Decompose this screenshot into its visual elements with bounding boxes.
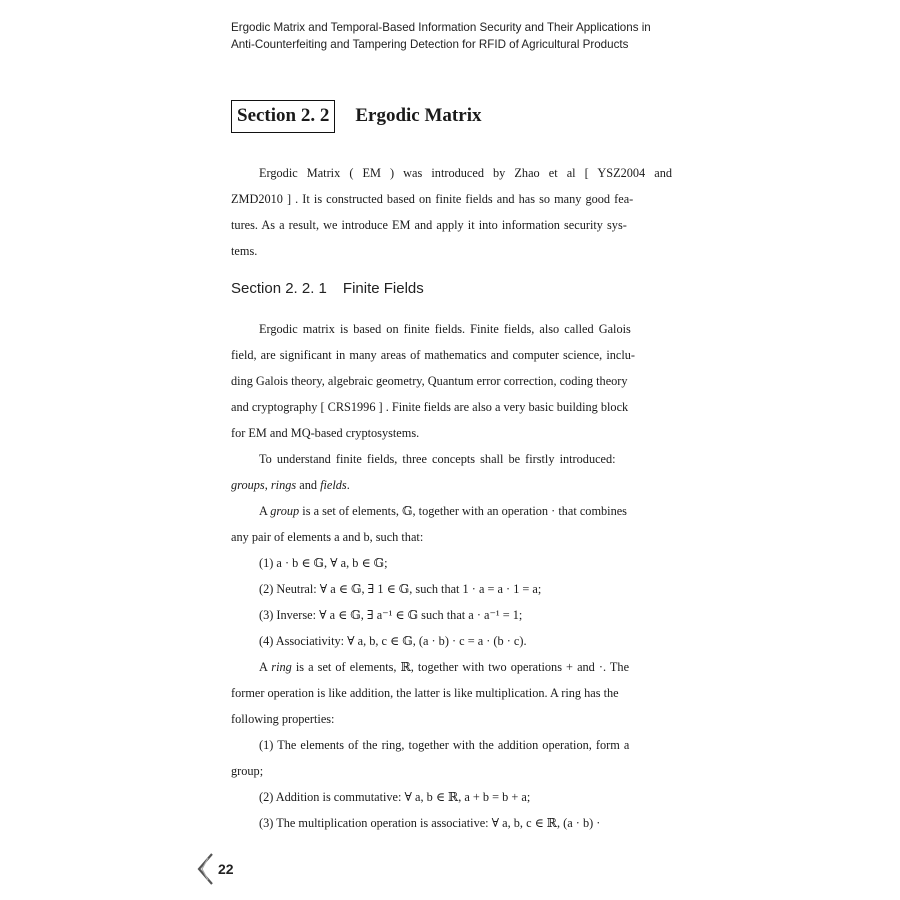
fields-term: fields — [320, 478, 347, 492]
section-title: Ergodic Matrix — [355, 105, 482, 126]
ring-prop-1b: group; — [231, 764, 264, 778]
ring-def-start: A — [259, 660, 272, 674]
para2-sep: , — [264, 478, 271, 492]
group-def-line-1 — [231, 498, 709, 524]
running-header-line2: Anti-Counterfeiting and Tampering Detection for RFID of Agricultural Products — [231, 38, 629, 51]
page-chevron-icon — [196, 852, 214, 886]
group-term: group — [270, 504, 300, 518]
ring-term: ring — [271, 660, 292, 674]
para1-line-1: Ergodic matrix is based on finite fields. Finite fields, also called Galois — [259, 322, 631, 336]
para1-line-5: for EM and MQ-based cryptosystems. — [231, 426, 420, 440]
group-prop-4: (4) Associativity: ∀ a, b, c ∈ 𝔾, (a · b) · c = a · (b · c). — [259, 634, 527, 648]
group-def-rest: is a set of elements, 𝔾, together with an operation · that combines — [299, 504, 627, 518]
para2-line-1: To understand finite fields, three concepts shall be firstly introduced: — [259, 452, 616, 466]
groups-term: groups — [231, 478, 265, 492]
ring-prop-3: (3) The multiplication operation is associative: ∀ a, b, c ∈ ℝ, (a · b) · — [259, 816, 601, 830]
group-def-start: A — [259, 504, 271, 518]
section-label-box: Section 2. 2 — [231, 100, 335, 133]
intro-line-2: ZMD2010 ] . It is constructed based on finite fields and has so many good fea- — [231, 192, 634, 206]
group-prop-2: (2) Neutral: ∀ a ∈ 𝔾, ∃ 1 ∈ 𝔾, such that 1 · a = a · 1 = a; — [259, 582, 542, 596]
subsection-heading — [231, 279, 424, 299]
intro-line-4: tems. — [231, 244, 258, 258]
running-header — [231, 19, 791, 53]
section-heading — [231, 99, 481, 133]
intro-line-1: Ergodic Matrix ( EM ) was introduced by Zhao et al [ YSZ2004 and — [259, 166, 673, 180]
subsection-label: Section 2. 2. 1 — [231, 280, 327, 297]
rings-term: rings — [270, 478, 297, 492]
group-prop-1: (1) a · b ∈ 𝔾, ∀ a, b ∈ 𝔾; — [259, 556, 388, 570]
running-header-line1: Ergodic Matrix and Temporal-Based Information Security and Their Applications in — [231, 21, 651, 34]
para2-end: . — [346, 478, 350, 492]
para1-line-2: field, are significant in many areas of mathematics and computer science, inclu- — [231, 348, 636, 362]
group-def-line-2: any pair of elements a and b, such that: — [231, 530, 424, 544]
para2-and: and — [296, 478, 321, 492]
page-number-text: 22 — [218, 861, 234, 877]
para1-line-3: ding Galois theory, algebraic geometry, Quantum error correction, coding theory — [231, 374, 628, 388]
group-prop-3: (3) Inverse: ∀ a ∈ 𝔾, ∃ a⁻¹ ∈ 𝔾 such that a · a⁻¹ = 1; — [259, 608, 523, 622]
subsection-title: Finite Fields — [342, 280, 424, 297]
para1-line-4: and cryptography [ CRS1996 ] . Finite fields are also a very basic building block — [231, 400, 629, 414]
ring-def-line-2: former operation is like addition, the latter is like multiplication. A ring has the — [231, 686, 619, 700]
ring-def-line-3: following properties: — [231, 712, 335, 726]
page-number — [196, 852, 234, 886]
para2-line-2 — [231, 472, 709, 498]
ring-def-rest: is a set of elements, ℝ, together with two operations + and ·. The — [291, 660, 630, 674]
intro-line-3: tures. As a result, we introduce EM and apply it into information security sys- — [231, 218, 627, 232]
ring-prop-2: (2) Addition is commutative: ∀ a, b ∈ ℝ, a + b = b + a; — [259, 790, 531, 804]
ring-prop-1a: (1) The elements of the ring, together with the addition operation, form a — [259, 738, 630, 752]
ring-def-line-1 — [231, 654, 709, 680]
